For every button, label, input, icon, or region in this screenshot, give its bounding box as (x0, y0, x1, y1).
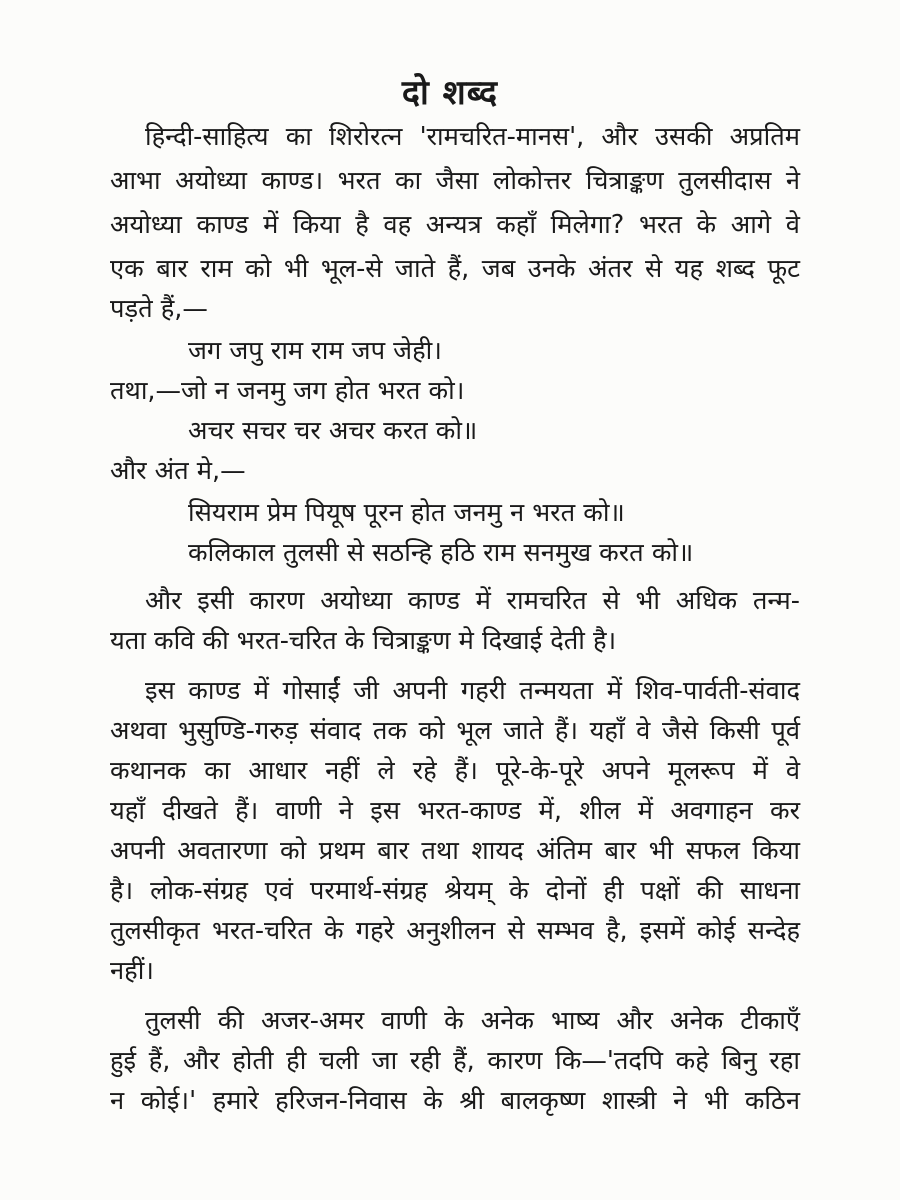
paragraph-1-line-2: आभा अयोध्या काण्ड। भरत का जैसा लोकोत्तर चित्राङ्कण तुलसीदास ने (110, 166, 800, 196)
paragraph-4-line-2: हुई हैं, और होती ही चली जा रही हैं, कारण कि—'तदपि कहे बिनु रहा (110, 1046, 800, 1076)
paragraph-3-line-2: अथवा भुसुण्डि-गरुड़ संवाद तक को भूल जाते हैं। यहाँ वे जैसे किसी पूर्व (110, 716, 800, 746)
verse-line-2: तथा,—जो न जनमु जग होत भरत को। (110, 376, 465, 406)
paragraph-3-line-8: नहीं। (110, 956, 154, 986)
verse-line-1: जग जपु राम राम जप जेही। (188, 336, 442, 366)
paragraph-4-line-3: न कोई।' हमारे हरिजन-निवास के श्री बालकृष्ण शास्त्री ने भी कठिन (110, 1086, 800, 1116)
page-title: दो शब्द (401, 73, 499, 113)
verse-line-3: अचर सचर चर अचर करत को॥ (188, 416, 478, 446)
paragraph-3-line-3: कथानक का आधार नहीं ले रहे हैं। पूरे-के-पूरे अपने मूलरूप में वे (110, 756, 800, 786)
paragraph-1-line-1: हिन्दी-साहित्य का शिरोरत्न 'रामचरित-मानस', और उसकी अप्रतिम (145, 122, 800, 152)
verse-line-4: सियराम प्रेम पियूष पूरन होत जनमु न भरत को॥ (188, 498, 625, 528)
paragraph-1-line-3: अयोध्या काण्ड में किया है वह अन्यत्र कहाँ मिलेगा? भरत के आगे वे (110, 210, 800, 240)
paragraph-1-line-4: एक बार राम को भी भूल-से जाते हैं, जब उनके अंतर से यह शब्द फूट (110, 254, 800, 284)
paragraph-3-line-7: तुलसीकृत भरत-चरित के गहरे अनुशीलन से सम्भव है, इसमें कोई सन्देह (110, 916, 800, 946)
paragraph-2-line-1: और इसी कारण अयोध्या काण्ड में रामचरित से भी अधिक तन्म- (145, 586, 800, 616)
paragraph-3-line-4: यहाँ दीखते हैं। वाणी ने इस भरत-काण्ड में, शील में अवगाहन कर (110, 796, 800, 826)
paragraph-2-line-2: यता कवि की भरत-चरित के चित्राङ्कण मे दिखाई देती है। (110, 626, 617, 656)
paragraph-3-line-6: है। लोक-संग्रह एवं परमार्थ-संग्रह श्रेयम् के दोनों ही पक्षों की साधना (110, 876, 800, 906)
verse-line-5: कलिकाल तुलसी से सठन्हि हठि राम सनमुख करत को॥ (188, 538, 694, 568)
verse-intro: और अंत मे,— (110, 456, 246, 486)
paragraph-1-line-5: पड़ते हैं,— (110, 294, 208, 324)
paragraph-4-line-1: तुलसी की अजर-अमर वाणी के अनेक भाष्य और अनेक टीकाएँ (145, 1006, 800, 1036)
paragraph-3-line-1: इस काण्ड में गोसाईं जी अपनी गहरी तन्मयता में शिव-पार्वती-संवाद (145, 676, 800, 706)
paragraph-3-line-5: अपनी अवतारणा को प्रथम बार तथा शायद अंतिम बार भी सफल किया (110, 836, 800, 866)
